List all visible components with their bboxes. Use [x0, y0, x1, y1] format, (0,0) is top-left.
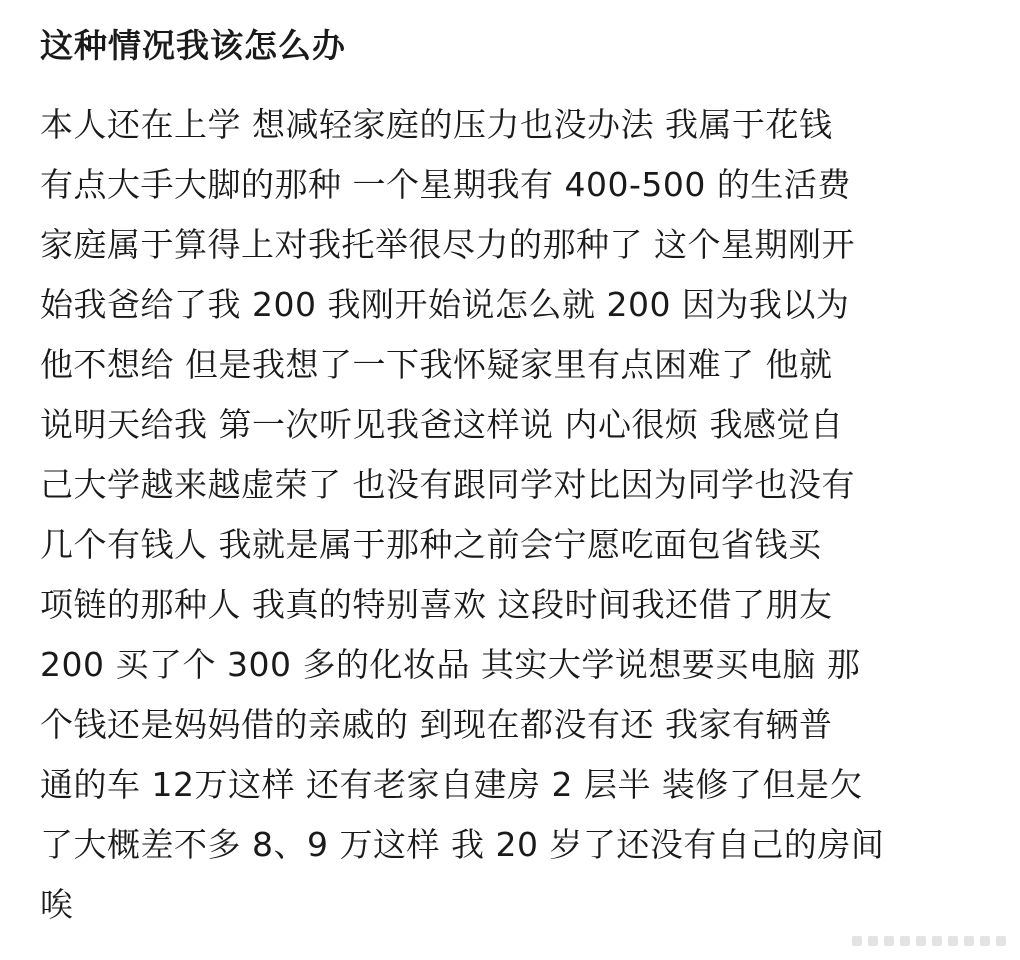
- post-body-line: 说明天给我 第一次听见我爸这样说 内心很烦 我感觉自: [40, 405, 844, 444]
- watermark-mark: [884, 936, 894, 946]
- watermark-mark: [948, 936, 958, 946]
- post-body-line: 通的车 12万这样 还有老家自建房 2 层半 装修了但是欠: [40, 765, 863, 804]
- post-body-line: 有点大手大脚的那种 一个星期我有 400-500 的生活费: [40, 165, 851, 204]
- watermark-mark: [996, 936, 1006, 946]
- post-body: [40, 95, 990, 935]
- post: [40, 24, 990, 935]
- watermark-mark: [964, 936, 974, 946]
- watermark-mark: [900, 936, 910, 946]
- watermark-mark: [852, 936, 862, 946]
- post-body-line: 了大概差不多 8、9 万这样 我 20 岁了还没有自己的房间: [40, 825, 885, 864]
- post-body-line: 他不想给 但是我想了一下我怀疑家里有点困难了 他就: [40, 345, 833, 384]
- post-body-line: 唉: [40, 885, 74, 924]
- watermark: [852, 936, 1006, 946]
- watermark-mark: [916, 936, 926, 946]
- watermark-mark: [932, 936, 942, 946]
- post-body-line: 个钱还是妈妈借的亲戚的 到现在都没有还 我家有辆普: [40, 705, 833, 744]
- post-body-line: 己大学越来越虚荣了 也没有跟同学对比因为同学也没有: [40, 465, 855, 504]
- watermark-mark: [980, 936, 990, 946]
- watermark-mark: [868, 936, 878, 946]
- post-body-line: 200 买了个 300 多的化妆品 其实大学说想要买电脑 那: [40, 645, 861, 684]
- post-body-line: 项链的那种人 我真的特别喜欢 这段时间我还借了朋友: [40, 585, 833, 624]
- post-title: 这种情况我该怎么办: [40, 26, 346, 65]
- post-body-line: 几个有钱人 我就是属于那种之前会宁愿吃面包省钱买: [40, 525, 822, 564]
- post-body-line: 始我爸给了我 200 我刚开始说怎么就 200 因为我以为: [40, 285, 850, 324]
- post-body-line: 家庭属于算得上对我托举很尽力的那种了 这个星期刚开: [40, 225, 855, 264]
- post-body-line: 本人还在上学 想减轻家庭的压力也没办法 我属于花钱: [40, 105, 833, 144]
